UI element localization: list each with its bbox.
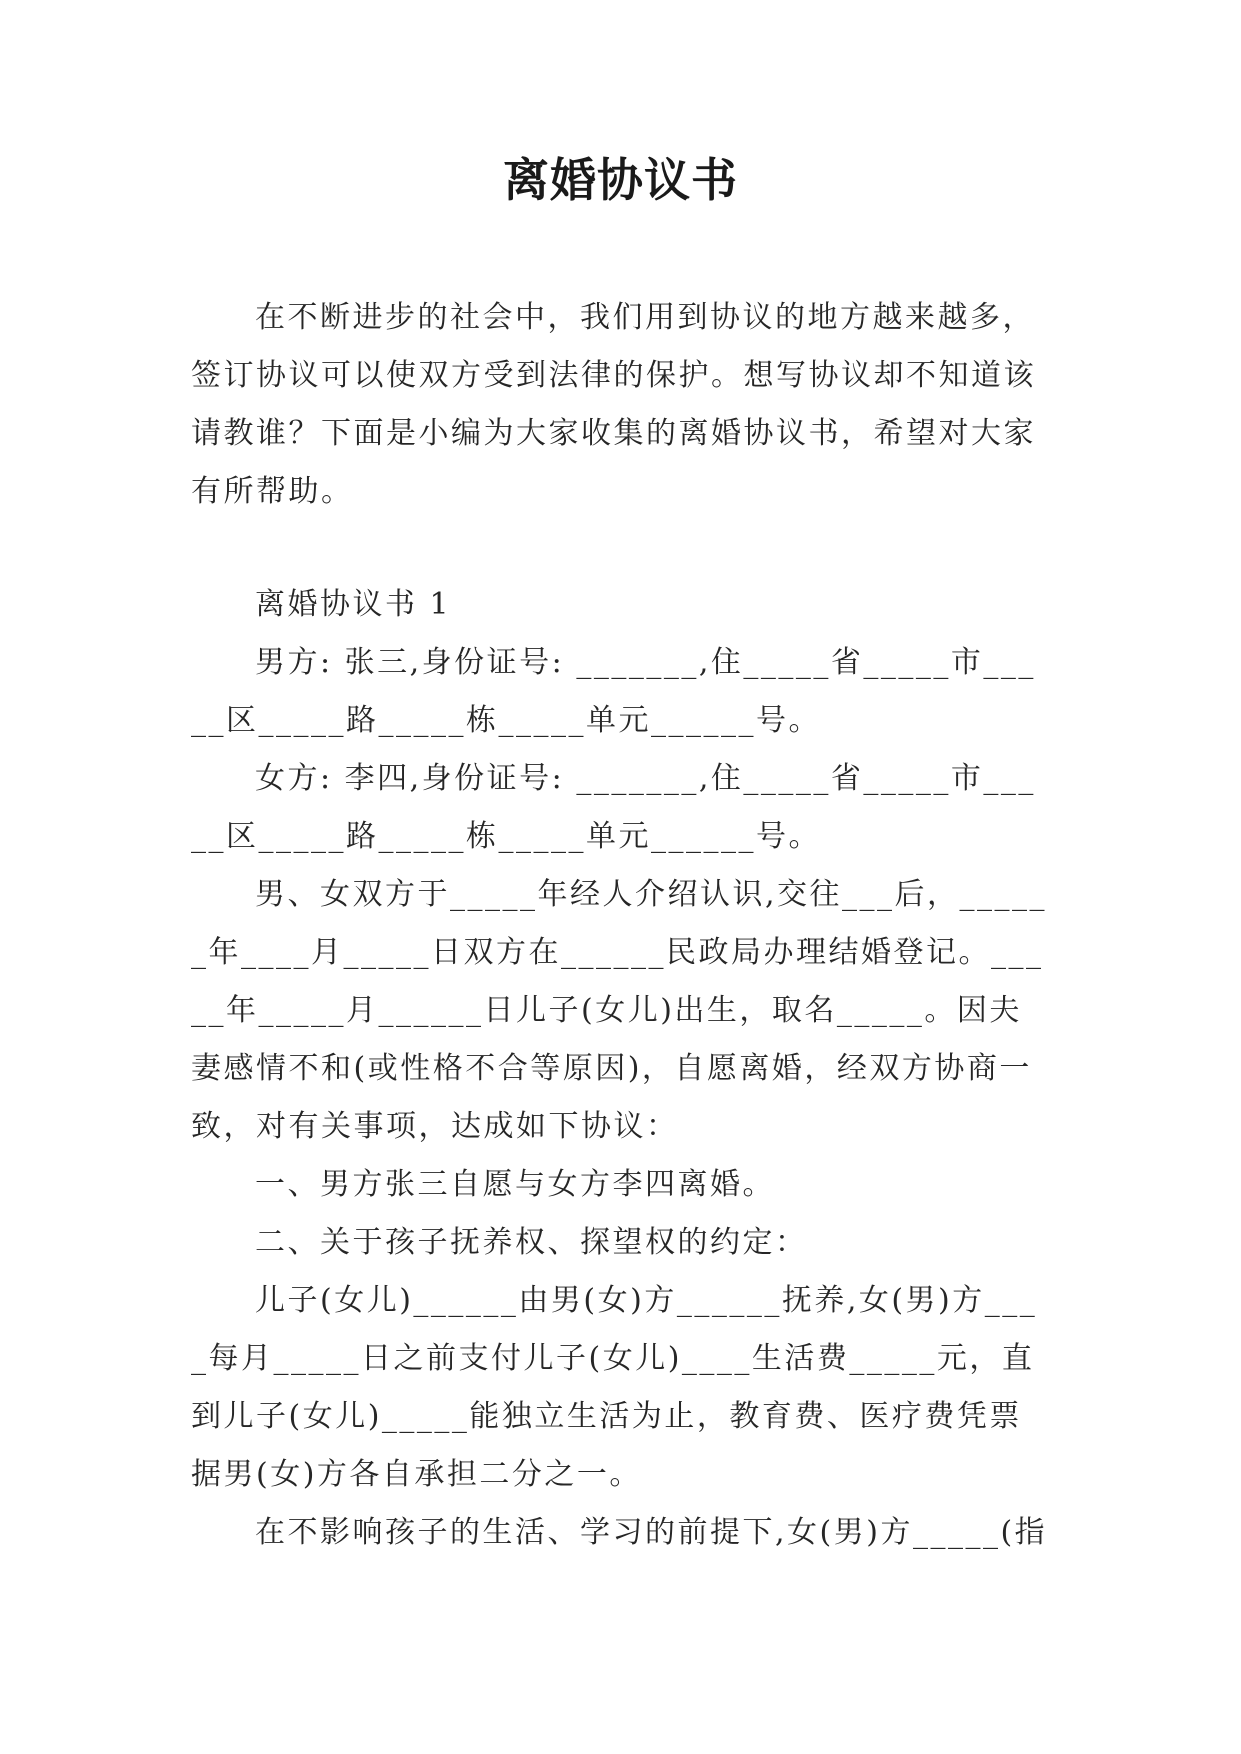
paragraph-clause-1: 一、男方张三自愿与女方李四离婚。 xyxy=(255,1167,775,1202)
paragraph-female-party: 女方: 李四,身份证号: _______,住_____省_____市_____区_____路_____栋_____单元______号。 xyxy=(191,761,1036,854)
paragraph-clause-2: 二、关于孩子抚养权、探望权的约定： xyxy=(255,1225,808,1260)
paragraph-visitation: 在不影响孩子的生活、学习的前提下,女(男)方_____(指 xyxy=(255,1515,1048,1550)
agreement-section xyxy=(191,576,1053,1562)
intro-block xyxy=(191,289,1053,521)
paragraph-male-party: 男方: 张三,身份证号: _______,住_____省_____市_____区_____路_____栋_____单元______号。 xyxy=(191,645,1036,738)
paragraph-marriage-history: 男、女双方于_____年经人介绍认识,交往___后，______年____月_____日双方在______民政局办理结婚登记。_____年_____月______日儿子(女儿)出生，取名_____。因夫妻感情不和(或性格不合等原因)，自愿离婚，经双方协商一致，对有关事项，达成如下协议： xyxy=(191,877,1048,1144)
paragraph-custody: 儿子(女儿)______由男(女)方______抚养,女(男)方____每月_____日之前支付儿子(女儿)____生活费_____元，直到儿子(女儿)_____能独立生活为止，教育费、医疗费凭票据男(女)方各自承担二分之一。 xyxy=(191,1283,1038,1492)
document-title: 离婚协议书 xyxy=(503,153,738,207)
section-heading: 离婚协议书 1 xyxy=(255,587,452,622)
intro-paragraph: 在不断进步的社会中，我们用到协议的地方越来越多，签订协议可以使双方受到法律的保护。想写协议却不知道该请教谁？下面是小编为大家收集的离婚协议书，希望对大家有所帮助。 xyxy=(191,300,1036,509)
